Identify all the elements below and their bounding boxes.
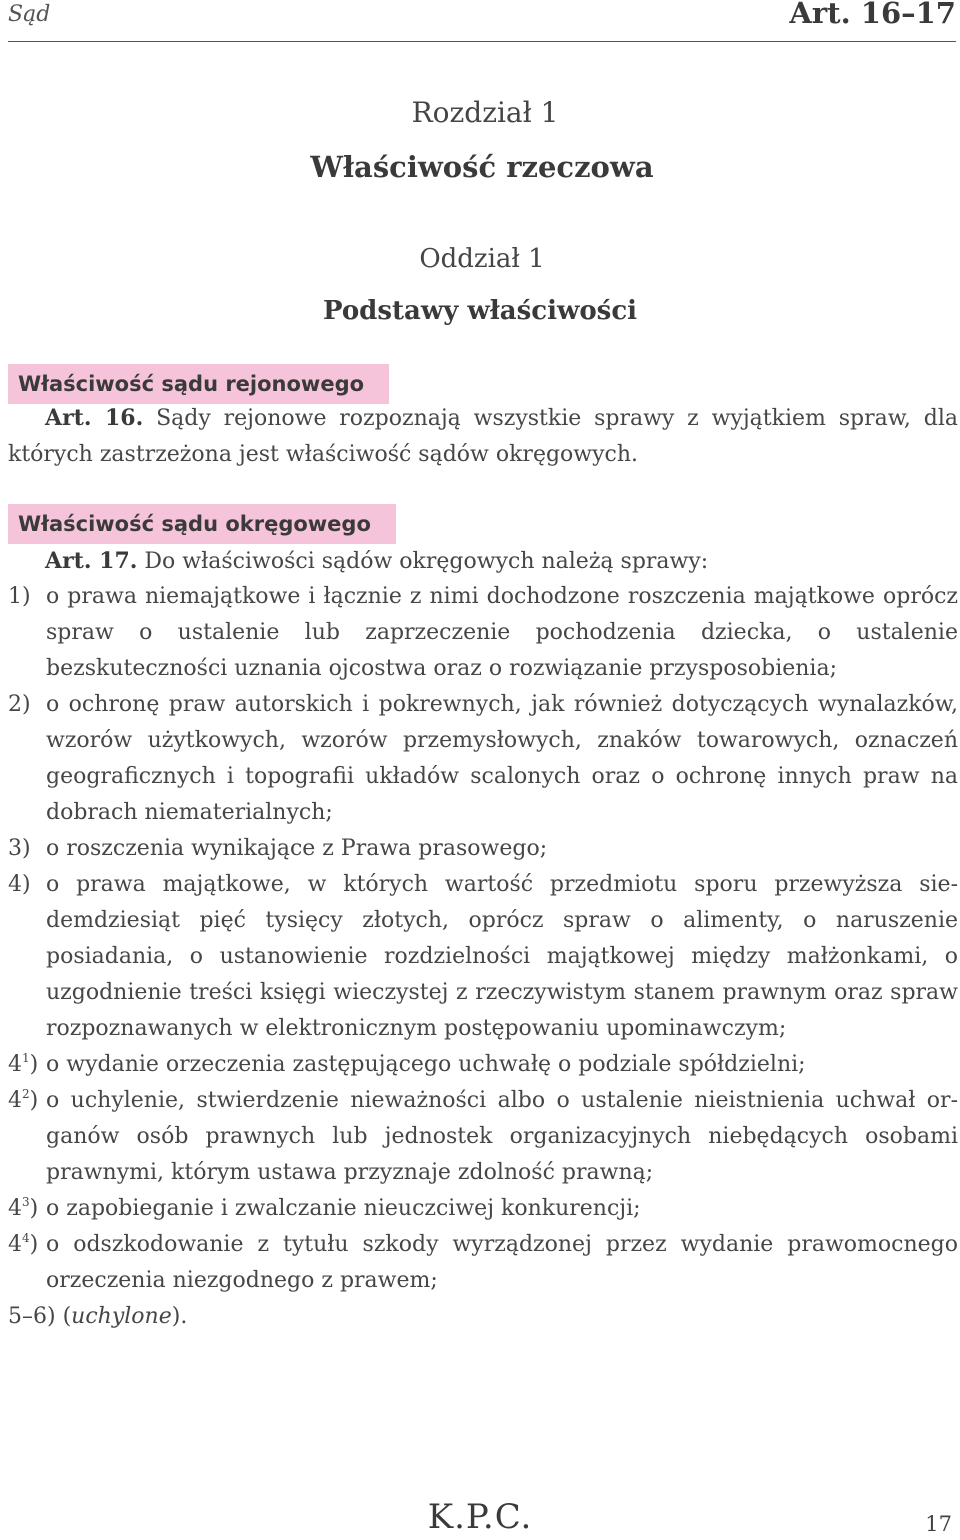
item-number: 4) (8, 872, 31, 897)
item-text: o prawa majątkowe, w których wartość przedmiotu sporu przewyższa siedemdziesiąt pięć tysięcy złotych, oprócz spraw o alimenty, o naruszenie posiadania, o ustanowienie rozdzielności majątkowej między małżonkami, o uzgodnienie treści księgi wieczystej z rzeczywistym stanem prawnym oraz spraw rozpoznawanych w elektronicznym postępowaniu upominawczym; (46, 872, 958, 1041)
item-text: o ochronę praw autorskich i pokrewnych, jak również dotyczących wynalazków, wzorów użytkowych, wzorów przemysłowych, znaków towarowych, oznaczeń geograficznych i topografii układów scalonych oraz o ochronę innych praw na dobrach niematerialnych; (46, 692, 958, 825)
list-item (8, 867, 958, 1047)
list-item (8, 687, 958, 831)
list-item (8, 1227, 958, 1299)
article-17-intro (8, 543, 958, 580)
article-17-number: Art. 17. (45, 548, 138, 574)
list-item (8, 831, 958, 867)
article-16-text: Sądy rejonowe rozpoznają wszystkie sprawy z wyjątkiem spraw, dla których zastrzeżona jest właściwość sądów okręgowych. (8, 406, 958, 467)
list-item (8, 1083, 958, 1191)
section-title: Podstawy właściwości (322, 296, 638, 326)
item-text: o prawa niemajątkowe i łącznie z nimi dochodzone roszczenia majątkowe oprócz spraw o ustalenie lub zaprzeczenie pochodzenia dziecka, o ustalenie bezskuteczności uznania ojcostwa oraz o rozwiązanie przysposobienia; (46, 584, 958, 681)
chapter-title: Właściwość rzeczowa (310, 150, 654, 184)
repealed-number: 5–6) (8, 1304, 56, 1329)
item-text: o wydanie orzeczenia zastępującego uchwałę o podziale spółdzielni; (46, 1052, 806, 1077)
repealed-word: uchylone (71, 1304, 172, 1329)
repealed-items: 5–6) (uchylone). (8, 1304, 188, 1329)
article-16 (8, 400, 958, 473)
section-label: Oddział 1 (419, 244, 545, 274)
item-text: o odszkodowanie z tytułu szkody wyrządzonej przez wydanie prawomocnego orzeczenia niezgodnego z prawem; (46, 1232, 958, 1293)
article-17-items (8, 579, 958, 1335)
item-text: o uchylenie, stwierdzenie nieważności albo o ustalenie nieistnienia uchwał organów osób prawnych lub jednostek organizacyjnych niebędących osobami prawnymi, którym ustawa przyznaje zdolność prawną; (46, 1088, 958, 1185)
item-number: 2) (8, 692, 31, 717)
marginal-heading-art16: Właściwość sądu rejonowego (8, 364, 389, 404)
item-text: o roszczenia wynikające z Prawa prasowego; (46, 836, 548, 861)
item-number: 1) (8, 584, 31, 609)
item-text: o zapobieganie i zwalczanie nieuczciwej konkurencji; (46, 1196, 641, 1221)
page-number: 17 (925, 1512, 952, 1536)
article-17-intro-text: Do właściwości sądów okręgowych należą sprawy: (144, 549, 709, 574)
list-item (8, 1191, 958, 1227)
item-number: $4^3$) (8, 1195, 39, 1221)
chapter-label: Rozdział 1 (411, 96, 559, 129)
running-header-articles: Art. 16–17 (789, 0, 956, 30)
item-number: $4^1$) (8, 1051, 39, 1077)
item-number: $4^2$) (8, 1087, 39, 1113)
list-item (8, 579, 958, 687)
footer-code-title: K.P.C. (427, 1497, 533, 1537)
list-item (8, 1047, 958, 1083)
marginal-heading-art17: Właściwość sądu okręgowego (8, 504, 396, 544)
article-16-number: Art. 16. (45, 405, 144, 431)
running-header-section: Sąd (8, 2, 51, 27)
running-header (8, 0, 956, 42)
item-number: 3) (8, 836, 31, 861)
item-number: $4^4$) (8, 1231, 39, 1257)
